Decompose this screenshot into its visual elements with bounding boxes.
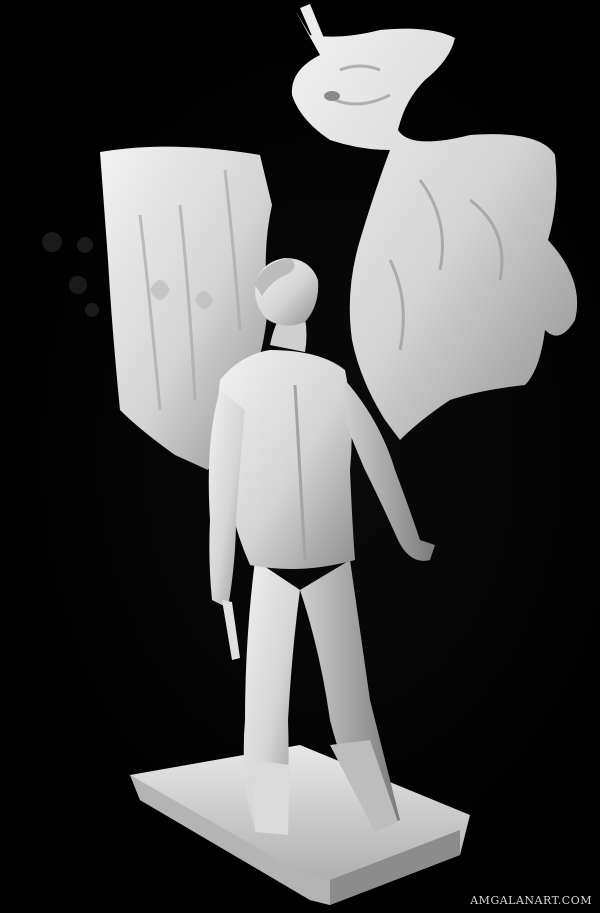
sculpture-base — [130, 745, 470, 905]
background-shadows — [42, 232, 99, 317]
horse-nostril — [324, 91, 340, 101]
held-object — [222, 600, 240, 660]
watermark-text: AMGALANART.COM — [470, 894, 592, 907]
